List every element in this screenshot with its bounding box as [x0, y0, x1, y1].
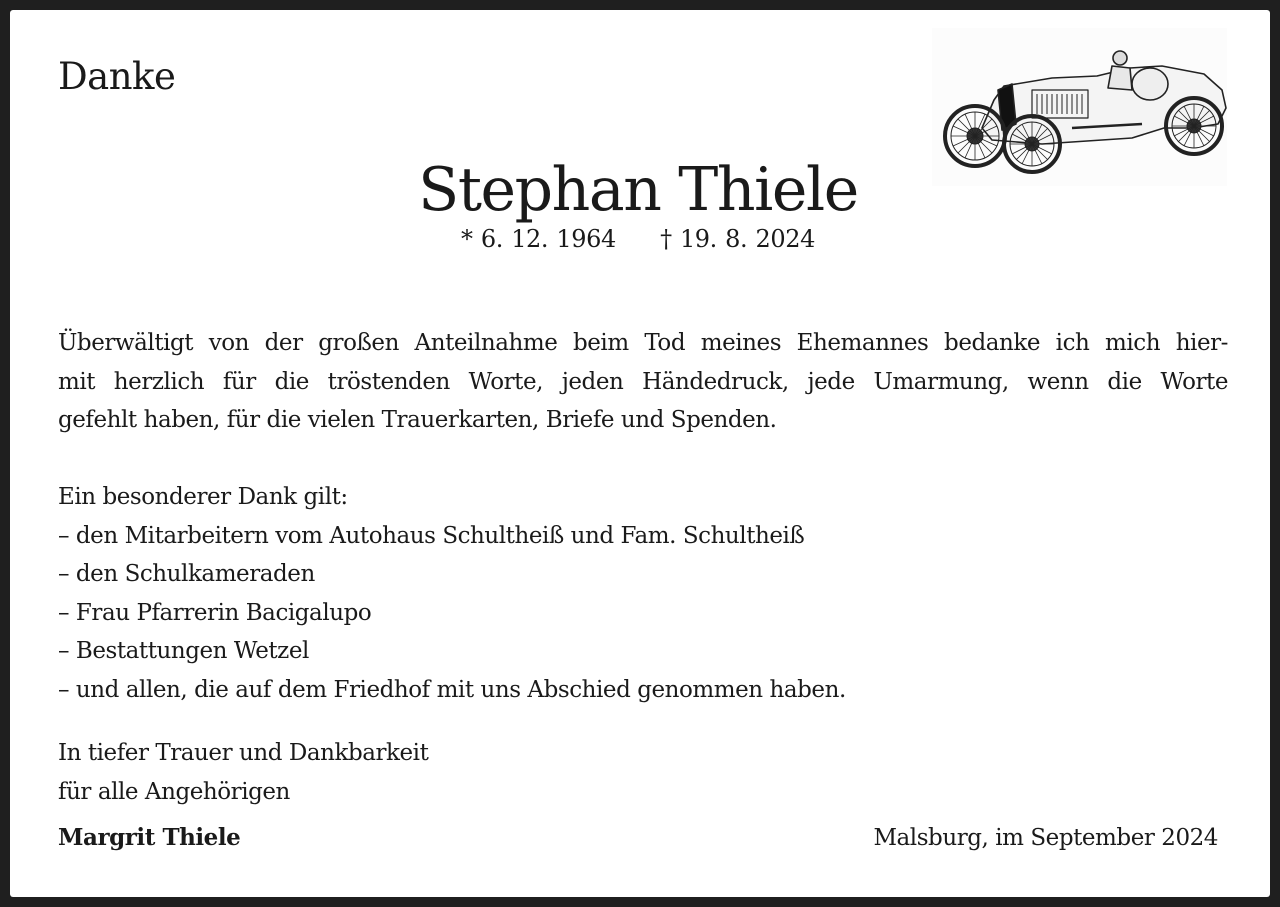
obituary-card: [10, 10, 1270, 897]
thanks-heading: Ein besonderer Dank gilt:: [58, 484, 348, 510]
heading-danke: Danke: [58, 55, 176, 98]
signer-name: Margrit Thiele: [58, 824, 241, 851]
intro-line: mit herzlich für die tröstenden Worte, jeden Händedruck, jede Umarmung, wenn die Worte: [58, 368, 1228, 395]
intro-line: Überwältigt von der großen Anteilnahme beim Tod meines Ehemannes bedanke ich mich hier-: [58, 330, 1228, 356]
closing-line: In tiefer Trauer und Dankbarkeit: [58, 740, 429, 766]
birth-date: * 6. 12. 1964: [461, 225, 616, 253]
place-and-date: Malsburg, im September 2024: [873, 825, 1218, 851]
deceased-name: Stephan Thiele: [418, 155, 858, 225]
thanks-item: – Bestattungen Wetzel: [58, 638, 309, 664]
closing-line: für alle Angehörigen: [58, 778, 290, 805]
closing-paragraph: [58, 734, 1228, 811]
intro-paragraph: [58, 324, 1228, 440]
thanks-item: – Frau Pfarrerin Bacigalupo: [58, 599, 372, 626]
thanks-item: – den Schulkameraden: [58, 561, 315, 587]
thanks-item: – den Mitarbeitern vom Autohaus Schultheiß und Fam. Schultheiß: [58, 522, 805, 549]
intro-line: gefehlt haben, für die vielen Trauerkarten, Briefe und Spenden.: [58, 407, 777, 433]
death-date: † 19. 8. 2024: [660, 225, 815, 253]
thanks-item: – und allen, die auf dem Friedhof mit uns Abschied genommen haben.: [58, 676, 846, 703]
life-dates: [10, 222, 1266, 256]
thanks-list: [58, 478, 1228, 709]
